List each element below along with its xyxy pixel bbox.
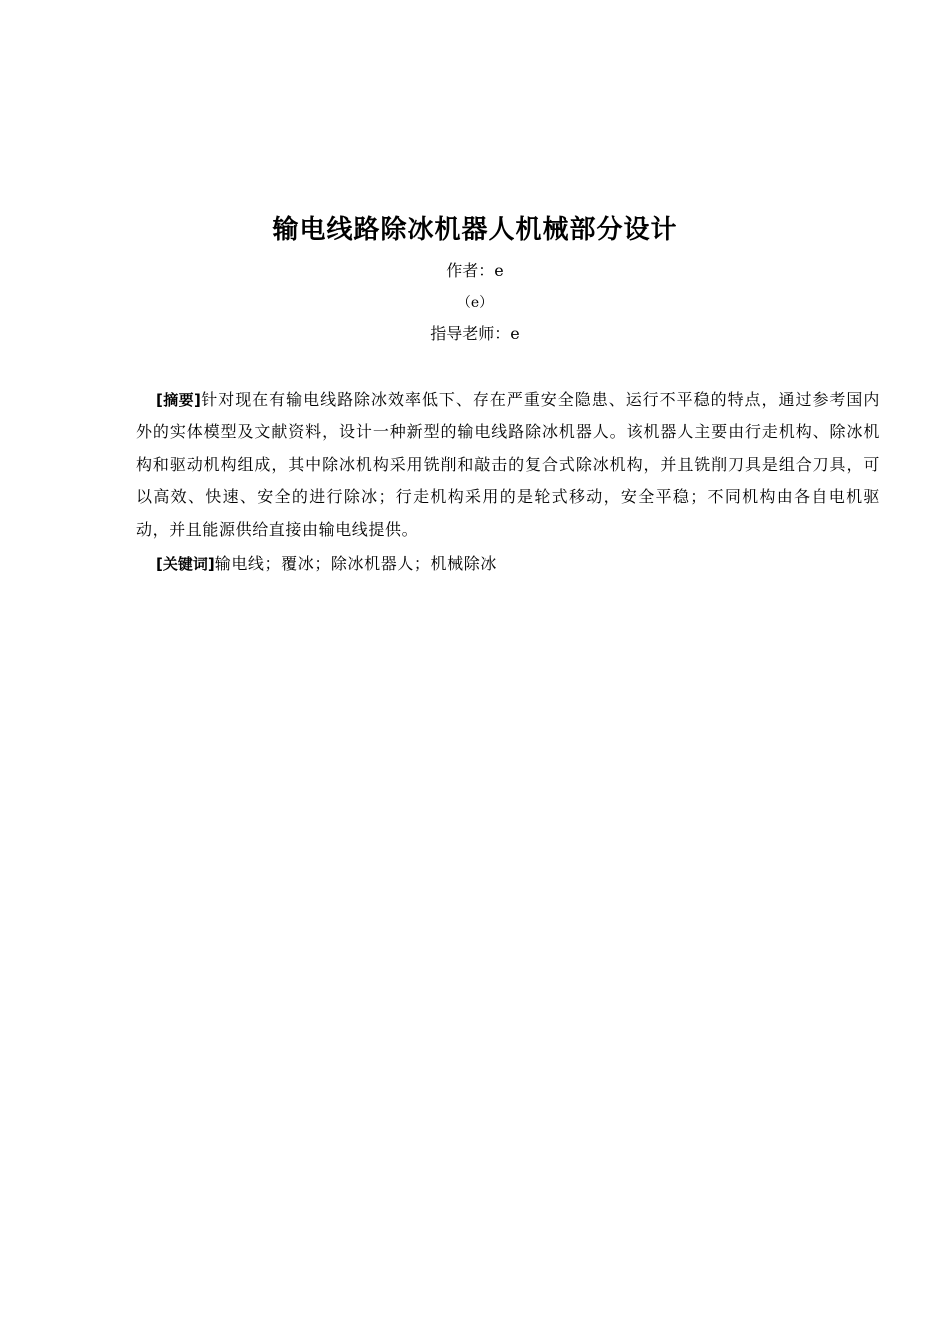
keywords-label: [关键词]: [156, 555, 215, 573]
abstract-paragraph: [136, 384, 880, 546]
abstract-text: 针对现在有输电线路除冰效率低下、存在严重安全隐患、运行不平稳的特点，通过参考国内外的实体模型及文献资料，设计一种新型的输电线路除冰机器人。该机器人主要由行走机构、除冰机构和驱动机构组成，其中除冰机构采用铣削和敲击的复合式除冰机构，并且铣削刀具是组合刀具，可以高效、快速、安全的进行除冰；行走机构采用的是轮式移动，安全平稳；不同机构由各自电机驱动，并且能源供给直接由输电线提供。: [136, 390, 880, 539]
document-title: 输电线路除冰机器人机械部分设计: [272, 215, 678, 245]
keywords-text: 输电线；覆冰；除冰机器人；机械除冰: [214, 554, 497, 573]
affiliation-line: （e）: [456, 295, 494, 311]
abstract-label: [摘要]: [156, 391, 201, 409]
advisor-line: 指导老师：e: [430, 324, 520, 343]
keywords-line: [156, 548, 880, 580]
author-line: 作者：e: [446, 261, 504, 280]
